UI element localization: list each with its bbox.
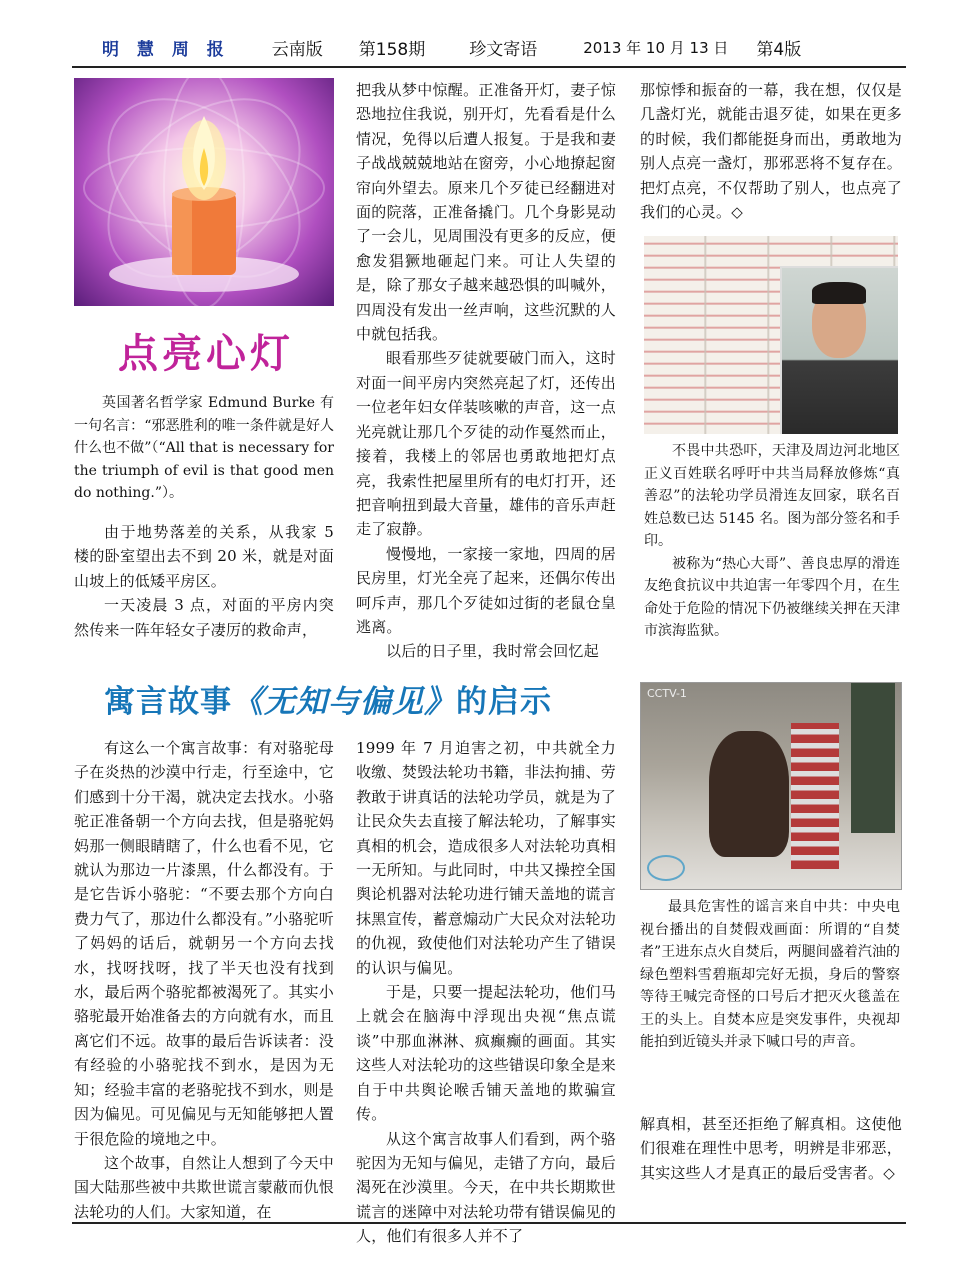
- burned-figure: [709, 731, 789, 857]
- header-rule: [72, 66, 906, 68]
- paragraph: 于是，只要一提起法轮功，他们马上就会在脑海中浮现出央视“焦点谎谈”中那血淋淋、疯癫癫的画面。其实这些人对法轮功的这些错误印象全是来自于中共舆论喉舌铺天盖地的欺骗宣传。: [356, 983, 616, 1124]
- paragraph: 有这么一个寓言故事：有对骆驼母子在炎热的沙漠中行走，行至途中，它们感到十分干渴，就决定去找水。小骆驼正准备朝一个方向去找，但是骆驼妈妈那一侧眼睛瞎了，什么也看不见，它就认为那边一片漆黑，什么都没有。于是它告诉小骆驼：“不要去那个方向白费力气了，那边什么都没有。”小骆驼听了妈妈的话后，就朝另一个方向去找水，找呀找呀，找了半天也没有找到水，最后两个骆驼都被渴死了。其实小骆驼最开始准备去的方向就有水，而且离它们不远。故事的最后告诉读者：没有经验的小骆驼找不到水，是因为无知；经验丰富的老骆驼找不到水，则是因为偏见。可见偏见与无知能够把人置于很危险的境地之中。: [74, 739, 334, 1148]
- article1-photo-caption: [644, 440, 900, 643]
- paragraph: 把我从梦中惊醒。正准备开灯，妻子惊恐地拉住我说，别开灯，先看看是什么情况，免得以后遭人报复。于是我和妻子战战兢兢地站在窗旁，小心地撩起窗帘向外望去。原来几个歹徒已经翻进对面的院落，正准备撬门。几个身影晃动了一会儿，见周围没有更多的反应，便愈发猖獗地砸起门来。可让人失望的是，除了那女子越来越恐惧的叫喊外，四周没有发出一丝声响，这些沉默的人中就包括我。: [356, 81, 616, 344]
- edition-label: 云南版: [271, 39, 323, 60]
- paragraph: 由于地势落差的关系，从我家 5 楼的卧室望出去不到 20 米，就是对面山坡上的低矮平房区。: [74, 523, 334, 590]
- caption-paragraph: 被称为“热心大哥”、善良忠厚的滑连友绝食抗议中共迫害一年零四个月，在生命处于危险的情况下仍被继续关押在天津市滨海监狱。: [644, 555, 900, 639]
- title-book: 《无知与偏见》: [232, 684, 456, 720]
- footer-rule: [72, 1222, 906, 1224]
- article2-photo-caption: [640, 896, 900, 1054]
- article1-col2: [356, 78, 616, 664]
- page-header: [72, 30, 906, 64]
- police-figure: [851, 683, 895, 833]
- petition-photo: [644, 236, 898, 434]
- title-part: 的启示: [456, 684, 552, 720]
- paragraph: 1999 年 7 月迫害之初，中共就全力收缴、焚毁法轮功书籍，非法拘捕、劳教敢于讲真话的法轮功学员，就是为了让民众失去直接了解法轮功，了解事实真相的机会，造成很多人对法轮功真相一无所知。与此同时，中共又操控全国舆论机器对法轮功进行铺天盖地的谎言抹黑宣传，蓄意煽动广大民众对法轮功的仇视，致使他们对法轮功产生了错误的认识与偏见。: [356, 739, 616, 977]
- station-watermark: [647, 855, 685, 881]
- candle-image: [74, 78, 334, 306]
- title-part: 寓言故事: [104, 684, 232, 720]
- cctv-still-photo: [640, 682, 902, 890]
- candle-illustration: [74, 78, 334, 306]
- paragraph: 慢慢地，一家接一家地，四周的居民房里，灯光全亮了起来，还偶尔传出呵斥声，那几个歹徒如过街的老鼠仓皇逃离。: [356, 544, 616, 636]
- paragraph: 解真相，甚至还拒绝了解真相。这使他们很难在理性中思考，明辨是非邪恶，其实这些人才是真正的最后受害者。◇: [640, 1115, 902, 1182]
- issue-label: 第158期: [358, 39, 426, 60]
- paragraph: 从这个寓言故事人们看到，两个骆驼因为无知与偏见，走错了方向，最后渴死在沙漠里。今天，在中共长期欺世谎言的迷障中对法轮功带有错误偏见的人，他们有很多人并不了: [356, 1129, 616, 1246]
- article2-col1: [74, 736, 334, 1224]
- paragraph: 以后的日子里，我时常会回忆起: [386, 642, 599, 661]
- article1-title: 点亮心灯: [118, 331, 294, 377]
- caption-paragraph: 最具危害性的谣言来自中共：中央电视台播出的自焚假戏画面：所谓的“自焚者”王进东点火自焚后，两腿间盛着汽油的绿色塑料雪碧瓶却完好无损，身后的警察等待王喊完奇怪的口号后才把灭火毯盖在王的头上。自焚本应是突发事件，央视却能拍到近镜头并录下喊口号的声音。: [640, 899, 900, 1050]
- masthead: 明 慧 周 报: [102, 39, 230, 60]
- fire-blanket: [791, 723, 839, 869]
- hair: [812, 282, 866, 304]
- article2-title: [104, 676, 552, 721]
- paragraph: 一天凌晨 3 点，对面的平房内突然传来一阵年轻女子凄厉的救命声，: [74, 596, 334, 639]
- caption-paragraph: 不畏中共恐吓，天津及周边河北地区正义百姓联名呼吁中共当局释放修炼“真善忍”的法轮功学员滑连友回家，联名百姓总数已达 5145 名。图为部分签名和手印。: [644, 443, 900, 549]
- article1-col1: [74, 520, 334, 642]
- paragraph: 这个故事，自然让人想到了今天中国大陆那些被中共欺世谎言蒙蔽而仇恨法轮功的人们。大家知道，在: [74, 1153, 334, 1221]
- article2-col3: [640, 1112, 902, 1185]
- article1-col3: [640, 78, 902, 224]
- page-number: 第4版: [756, 39, 802, 60]
- paragraph: 眼看那些歹徒就要破门而入，这时对面一间平房内突然亮起了灯，还传出一位老年妇女佯装咳嗽的声音，这一点光亮就让那几个歹徒的动作戛然而止，接着，我楼上的邻居也勇敢地把灯点亮，我索性把屋里所有的电灯打开，还把音响扭到最大音量，雄伟的音乐声赶走了寂静。: [356, 349, 616, 539]
- section-label: 珍文寄语: [469, 39, 538, 60]
- intro-paragraph: 英国著名哲学家 Edmund Burke 有一句名言：“邪恶胜利的唯一条件就是好人什么也不做”（“All that is necessary for the triumph of evil is that good men do nothing.”）。: [74, 395, 334, 501]
- date-label: 2013 年 10 月 13 日: [583, 38, 729, 57]
- paragraph: 那惊悸和振奋的一幕，我在想，仅仅是几盏灯光，就能击退歹徒，如果在更多的时候，我们都能挺身而出，勇敢地为别人点亮一盏灯，那邪恶将不复存在。把灯点亮，不仅帮助了别人，也点亮了我们的心灵。◇: [640, 81, 902, 222]
- article2-col2: [356, 736, 616, 1249]
- article1-intro: [74, 392, 334, 505]
- cctv-logo: CCTV-1: [647, 687, 687, 700]
- portrait-photo: [780, 266, 898, 434]
